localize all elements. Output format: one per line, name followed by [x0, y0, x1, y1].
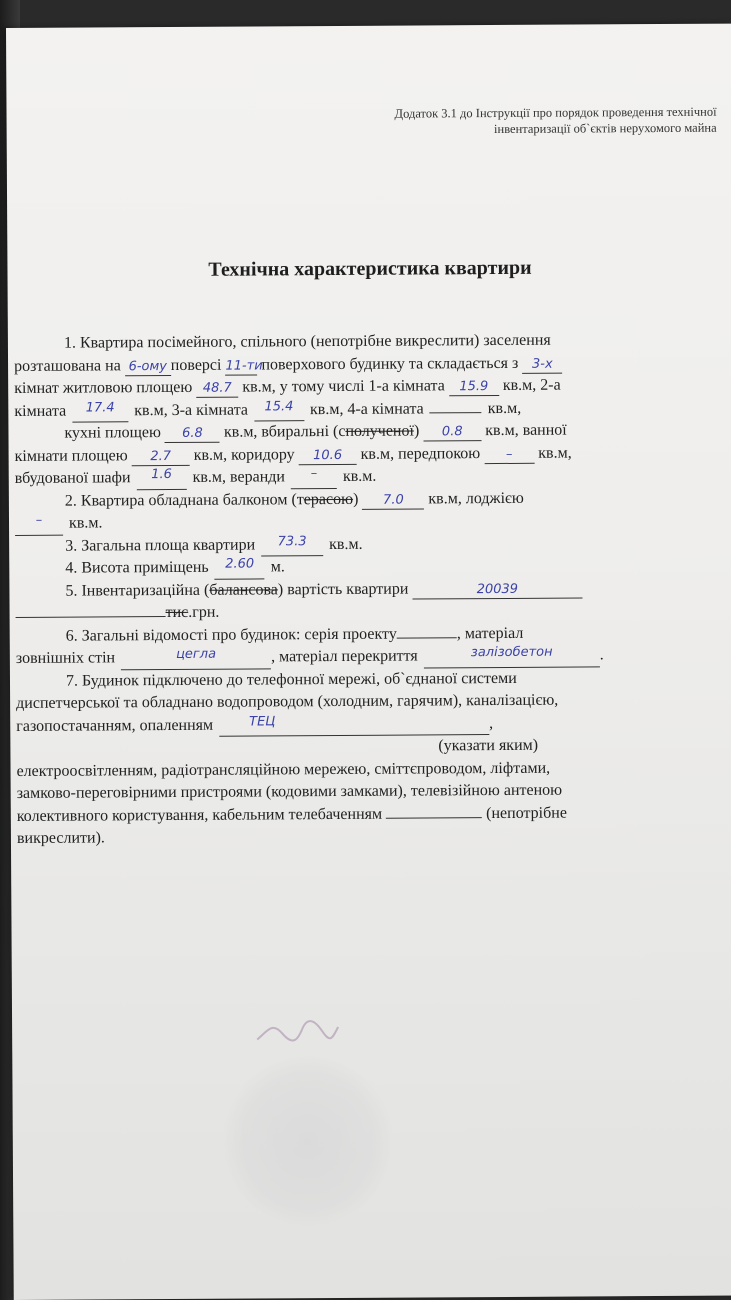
item7-hint: (указати яким) — [438, 736, 539, 755]
item7-line6: замково-переговірними пристроями (кодовими замками), телевізійною антеною — [16, 781, 563, 802]
balcony-field[interactable]: 7.0 — [362, 492, 424, 509]
item7-line1: 7. Будинок підключено до телефонної мережі, об`єднаної системи — [65, 669, 517, 690]
total-area-field[interactable]: 73.3 — [261, 534, 323, 557]
corridor-field[interactable]: 10.6 — [299, 447, 357, 464]
item7-line7: колективного користування, кабельним телебаченням (непотрібне — [16, 804, 567, 825]
item5-line1: 5. Інвентаризаційна (балансова) вартість квартири 20039 — [15, 576, 727, 603]
floor-field[interactable]: 6-ому — [125, 358, 171, 375]
item7-line3: газопостачанням, опаленням ТЕЦ , — [16, 711, 728, 738]
heating-field[interactable]: ТЕЦ — [219, 713, 489, 737]
appendix-line-2: інвентаризації об`єктів нерухомого майна — [493, 120, 717, 137]
floors-material-field[interactable]: залізобетон — [424, 644, 600, 668]
item7-line8: викреслити). — [16, 829, 105, 847]
living-area-field[interactable]: 48.7 — [196, 381, 238, 398]
item7-line2: диспетчерської та обладнано водопроводом (холодним, гарячим), каналізацією, — [16, 691, 559, 712]
appendix-line-1: Додаток 3.1 до Інструкції про порядок проведення технічної — [394, 104, 717, 121]
walls-material-field[interactable]: цегла — [121, 646, 271, 669]
toilet-field[interactable]: 0.8 — [423, 424, 481, 441]
closet-field[interactable]: 1.6 — [136, 467, 186, 490]
document-body — [14, 329, 729, 851]
item2-line2: – кв.м. — [15, 509, 727, 536]
cable-tv-field[interactable] — [386, 803, 482, 819]
item5-line2: тис.грн. — [16, 599, 728, 626]
room2-field[interactable]: 17.4 — [72, 400, 128, 423]
faded-stamp — [222, 1056, 393, 1227]
item7-line5: електроосвітленням, радіотрансляційною мережею, сміттєпроводом, ліфтами, — [16, 759, 551, 780]
item1-line4: кімната 17.4 кв.м, 3-а кімната 15.4 кв.м, 4-а кімната кв.м, — [14, 396, 726, 423]
loggia-field[interactable]: – — [15, 513, 63, 536]
item1-line7: вбудованої шафи 1.6 кв.м, веранди – кв.м. — [15, 464, 727, 491]
signature-mark — [252, 1011, 342, 1052]
total-floors-field[interactable]: 11-ти — [225, 357, 263, 374]
item1-line3: кімнат житловою площею 48.7 кв.м, у тому числі 1-а кімната 15.9 кв.м, 2-а — [14, 376, 561, 397]
kitchen-field[interactable]: 6.8 — [165, 426, 220, 443]
item1-line5: кухні площею 6.8 кв.м, вбиральні (сполученої) 0.8 кв.м, ванної — [64, 421, 567, 442]
item4-line: 4. Висота приміщень 2.60 м. — [15, 554, 727, 581]
bathroom-field[interactable]: 2.7 — [132, 448, 190, 465]
hallway-field[interactable]: – — [484, 446, 534, 463]
document-sheet — [6, 24, 731, 1300]
item6-line1: 6. Загальні відомості про будинок: серія проекту , матеріал — [65, 624, 524, 645]
room3-field[interactable]: 15.4 — [254, 399, 304, 422]
item1-line2: розташована на 6-ому поверсі 11-ти поверхового будинку та складається з 3-х — [14, 351, 726, 378]
item1-line6: кімнати площею 2.7 кв.м, коридору 10.6 кв.м, передпокою – кв.м, — [14, 444, 572, 465]
project-series-field[interactable] — [397, 623, 457, 638]
height-field[interactable]: 2.60 — [215, 556, 265, 579]
appendix-note — [366, 104, 716, 138]
item1-line1: 1. Квартира посімейного, спільного (непотрібне викреслити) заселення — [63, 331, 551, 352]
item3-line: 3. Загальна площа квартири 73.3 кв.м. — [15, 531, 727, 558]
item6-line2: зовнішніх стін цегла , матеріал перекриття залізобетон . — [16, 644, 728, 671]
room4-field[interactable] — [430, 398, 482, 413]
veranda-field[interactable]: – — [291, 466, 337, 489]
rooms-field[interactable]: 3-х — [522, 356, 562, 373]
inventory-value-field[interactable]: 20039 — [412, 581, 582, 599]
document-title: Технічна характеристика квартири — [208, 256, 532, 281]
item2-line1: 2. Квартира обладнана балконом (терасою) 7.0 кв.м, лоджією — [64, 489, 524, 510]
room1-field[interactable]: 15.9 — [449, 379, 499, 396]
